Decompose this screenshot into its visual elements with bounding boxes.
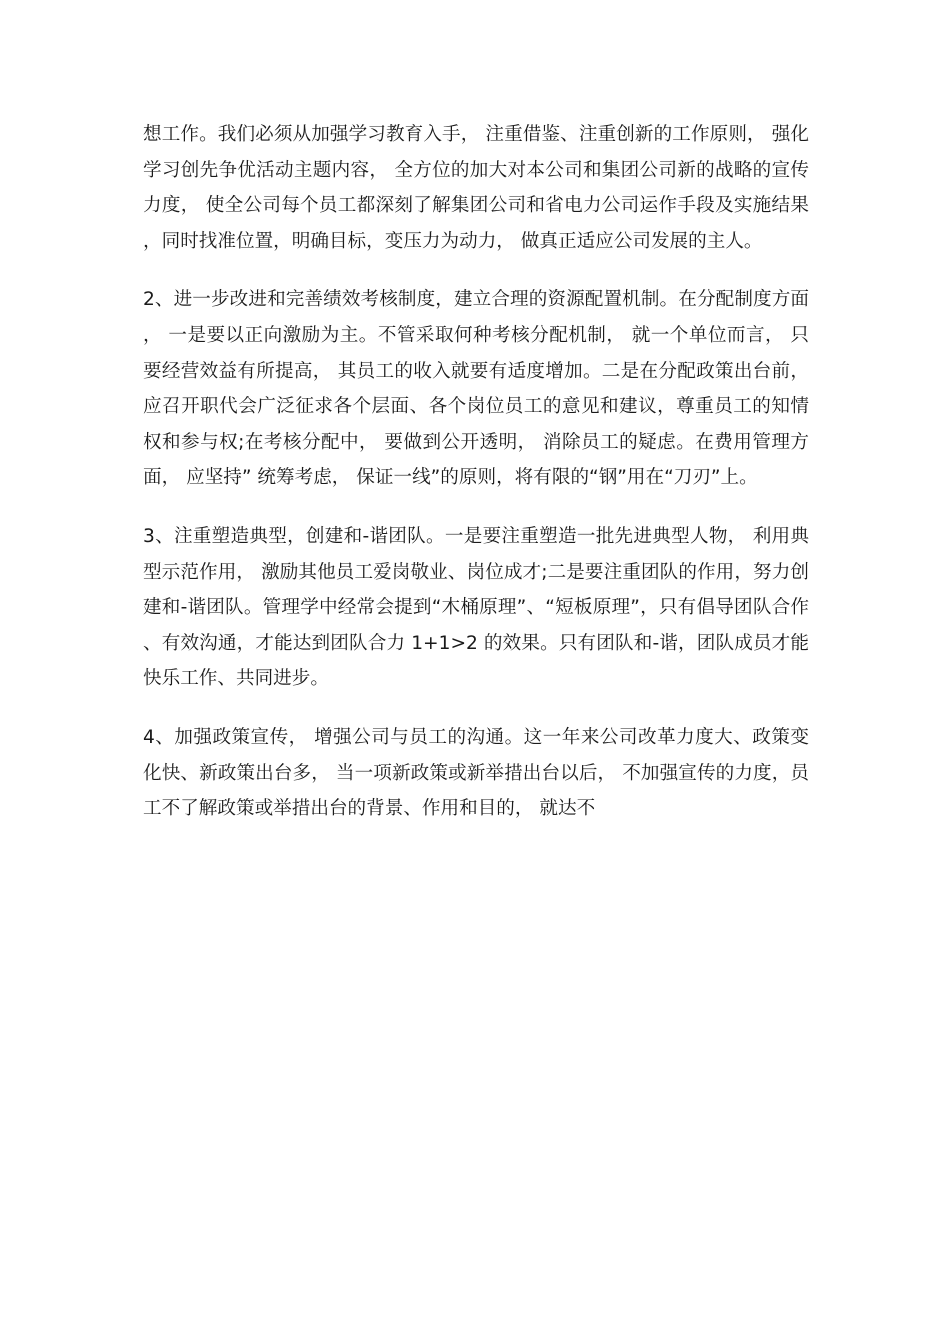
paragraph-4: 4、加强政策宣传， 增强公司与员工的沟通。这一年来公司改革力度大、政策变化快、新政策出台多， 当一项新政策或新举措出台以后， 不加强宣传的力度，员工不了解政策或举措出台的背景、作用和目的， 就达不 <box>143 726 809 820</box>
paragraph-1: 想工作。我们必须从加强学习教育入手， 注重借鉴、注重创新的工作原则， 强化学习创先争优活动主题内容， 全方位的加大对本公司和集团公司新的战略的宣传力度， 使全公司每个员工都深刻了解集团公司和省电力公司运作手段及实施结果，同时找准位置，明确目标，变压力为动力， 做真正适应公司发展的主人。 <box>143 124 809 252</box>
paragraph-3: 3、注重塑造典型，创建和-谐团队。一是要注重塑造一批先进典型人物， 利用典型示范作用， 激励其他员工爱岗敬业、岗位成才;二是要注重团队的作用，努力创建和-谐团队。管理学中经常会提到“木桶原理”、“短板原理”，只有倡导团队合作、有效沟通，才能达到团队合力 1+1>2 的效果。只有团队和-谐，团队成员才能快乐工作、共同进步。 <box>143 525 809 690</box>
paragraph-2: 2、进一步改进和完善绩效考核制度，建立合理的资源配置机制。在分配制度方面， 一是要以正向激励为主。不管采取何种考核分配机制， 就一个单位而言， 只要经营效益有所提高， 其员工的收入就要有适度增加。二是在分配政策出台前， 应召开职代会广泛征求各个层面、各个岗位员工的意见和建议，尊重员工的知情权和参与权;在考核分配中， 要做到公开透明， 消除员工的疑虑。在费用管理方面， 应坚持” 统筹考虑， 保证一线”的原则，将有限的“钢”用在“刀刃”上。 <box>143 289 809 489</box>
document-body <box>143 117 809 850</box>
